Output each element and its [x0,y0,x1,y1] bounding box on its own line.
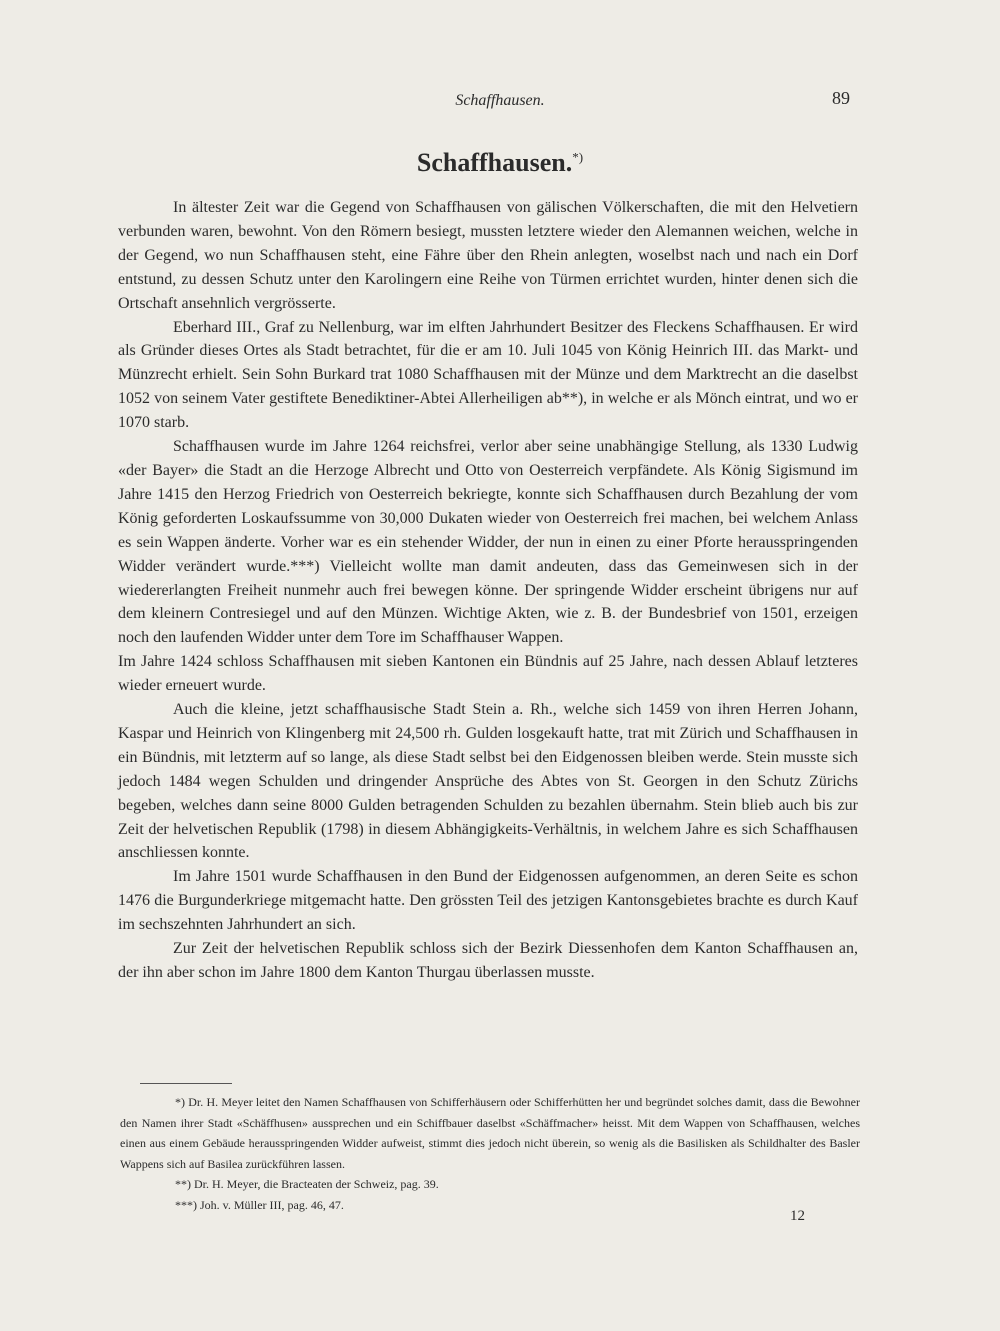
footnote: *) Dr. H. Meyer leitet den Namen Schaffhausen von Schifferhäusern oder Schifferhütten her und begründet solches damit, dass die Bewohner den Namen ihrer Stadt «Schäffhusen» aussprechen und ein Schiffbauer daselbst «Schäffmacher» heisst. Mit dem Wappen von Schaffhausen, welches einen aus einem Gebäude herausspringenden Widder aufweist, stimmt dies jedoch nicht überein, so wenig als die Basilisken als Schildhalter des Basler Wappens sich auf Basilea zurückführen lassen. [120,1095,860,1171]
chapter-title [0,148,1000,178]
paragraph: Eberhard III., Graf zu Nellenburg, war im elften Jahrhundert Besitzer des Fleckens Schaffhausen. Er wird als Gründer dieses Ortes als Stadt betrachtet, für die er am 10. Juli 1045 von König Heinrich III. das Markt- und Münzrecht erhielt. Sein Sohn Burkard trat 1080 Schaffhausen mit der Münze und dem Marktrecht an die daselbst 1052 von seinem Vater gestiftete Benediktiner-Abtei Allerheiligen ab**), in welche er als Mönch eintrat, und wo er 1070 starb. [118,318,858,432]
footnotes [120,1092,860,1215]
paragraph: Zur Zeit der helvetischen Republik schloss sich der Bezirk Diessenhofen dem Kanton Schaffhausen an, der ihn aber schon im Jahre 1800 dem Kanton Thurgau überlassen musste. [118,940,858,981]
paragraph: Im Jahre 1424 schloss Schaffhausen mit sieben Kantonen ein Bündnis auf 25 Jahre, nach dessen Ablauf letzteres wieder erneuert wurde. [118,653,858,695]
paragraph: In ältester Zeit war die Gegend von Schaffhausen von gälischen Völkerschaften, die mit den Helvetiern verbunden waren, bewohnt. Von den Römern besiegt, mussten letztere wieder den Alemannen weichen, welche in der Gegend, wo nun Schaffhausen steht, eine Fähre über den Rhein anlegten, woselbst nach und nach ein Dorf entstund, zu dessen Schutz unter den Karolingern eine Reihe von Türmen errichtet wurden, hinter denen sich die Ortschaft ansehnlich vergrösserte. [118,199,858,312]
paragraph: Im Jahre 1501 wurde Schaffhausen in den Bund der Eidgenossen aufgenommen, an deren Seite es schon 1476 die Burgunderkriege mitgemacht hatte. Den grössten Teil des jetzigen Kantonsgebietes brachte es durch Kauf im sechszehnten Jahrhundert an sich. [118,868,858,934]
footnote: **) Dr. H. Meyer, die Bracteaten der Schweiz, pag. 39. [175,1177,439,1191]
signature-mark: 12 [790,1208,805,1224]
paragraph: Schaffhausen wurde im Jahre 1264 reichsfrei, verlor aber seine unabhängige Stellung, als 1330 Ludwig «der Bayer» die Stadt an die Herzoge Albrecht und Otto von Oesterreich verpfändete. Als König Sigismund im Jahre 1415 den Herzog Friedrich von Oesterreich bekriegte, konnte sich Schaffhausen durch Bezahlung der vom König geforderten Loskaufssumme von 30,000 Dukaten wieder von Oesterreich frei machen, bei welchem Anlass es sein Wappen änderte. Vorher war es ein stehender Widder, der nun in einen zu einer Pforte herausspringenden Widder verändert wurde.***) Vielleicht wollte man damit andeuten, dass das Gemeinwesen sich in der wiedererlangten Freiheit nunmehr auch frei bewegen könne. Der springende Widder erscheint übrigens nur auf dem kleinern Contresiegel und auf den Münzen. Wichtige Akten, wie z. B. der Bundesbrief von 1501, erzeigen noch den laufenden Widder unter dem Tore im Schaffhauser Wappen. [118,438,858,647]
page-number: 89 [832,88,850,108]
body-text [118,196,858,985]
chapter-title-text: Schaffhausen. [416,148,573,177]
footnote-mark: *) [572,149,584,165]
running-title: Schaffhausen. [455,92,545,109]
footnote-divider [140,1083,232,1084]
paragraph: Auch die kleine, jetzt schaffhausische Stadt Stein a. Rh., welche sich 1459 von ihren Herren Johann, Kaspar und Heinrich von Klingenberg mit 24,500 rh. Gulden losgekauft hatte, trat mit Zürich und Schaffhausen in ein Bündnis, mit letzterm auf so lange, als diese Stadt selbst bei den Eidgenossen bleiben werde. Stein musste sich jedoch 1484 wegen Schulden und dringender Ansprüche des Abtes von St. Georgen in den Schutz Zürichs begeben, welches dann seine 8000 Gulden betragenden Schulden zu bezahlen übernahm. Stein blieb auch bis zur Zeit der helvetischen Republik (1798) in diesem Abhängigkeits-Verhältnis, in welchem Jahre es sich Schaffhausen anschliessen konnte. [118,701,858,862]
footnote: ***) Joh. v. Müller III, pag. 46, 47. [175,1197,344,1212]
